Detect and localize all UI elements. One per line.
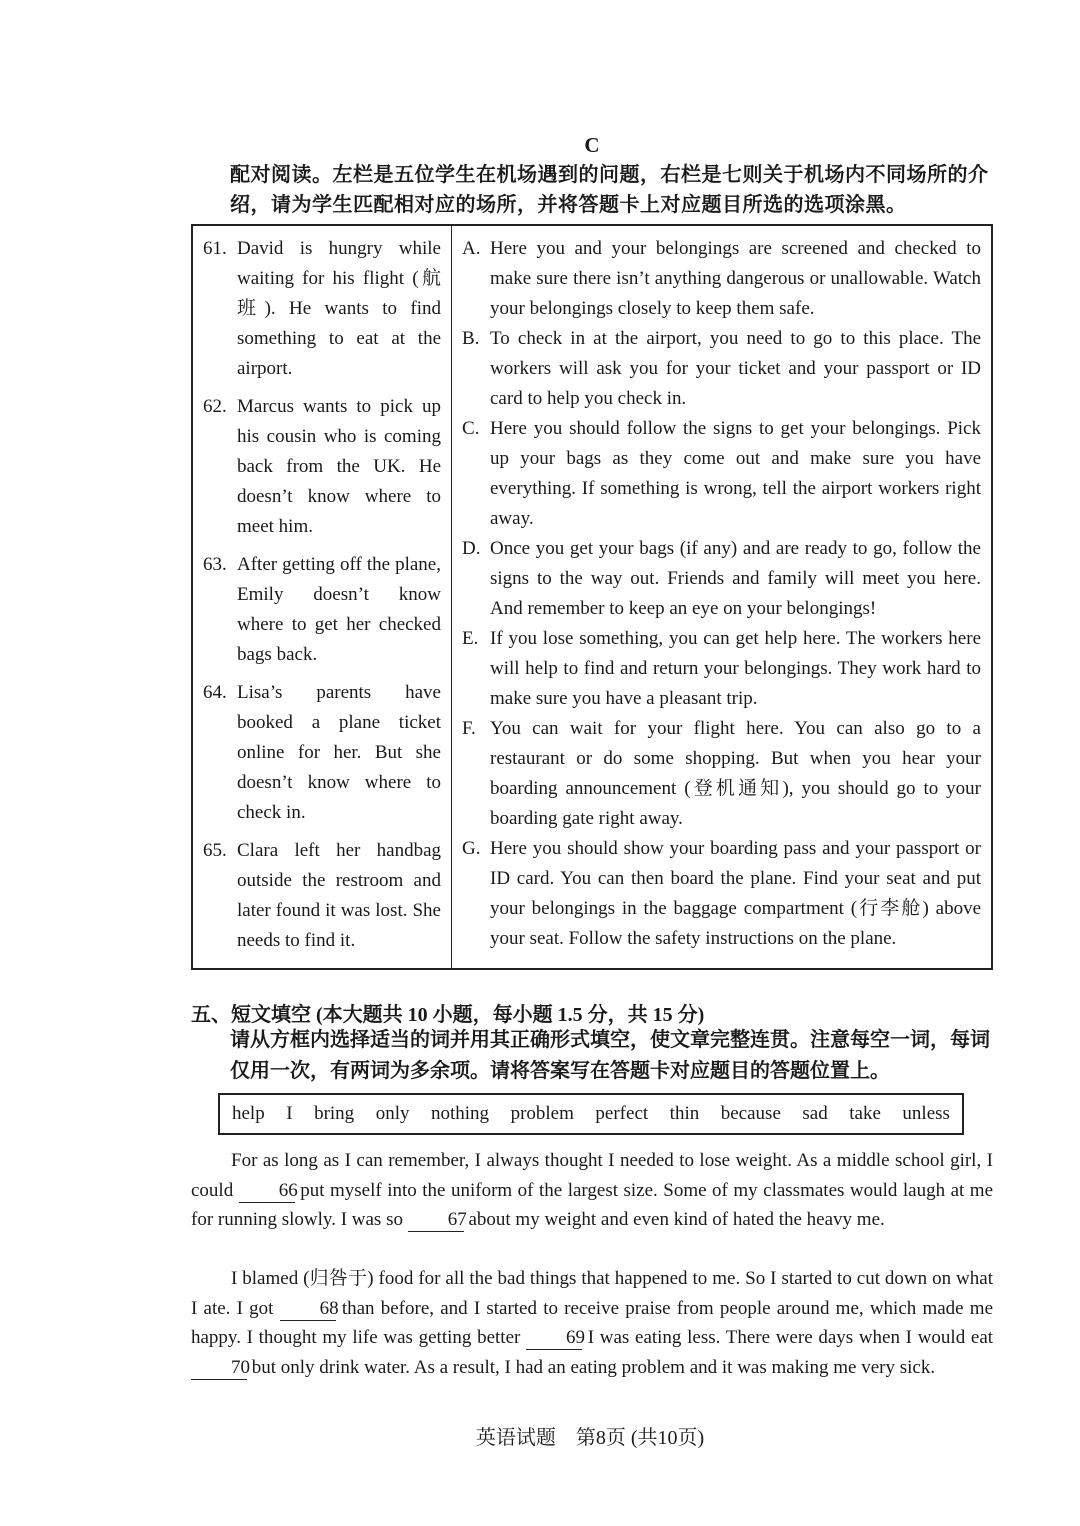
- passage-text: I blamed (归咎于) food for all the bad things that happened to me. So I started to cut down on what I ate. I got: [191, 1268, 993, 1319]
- passage-text: but only drink water. As a result, I had an eating problem and it was making me very sick.: [251, 1356, 936, 1378]
- passage-text: I was eating less. There were days when I would eat: [587, 1327, 994, 1348]
- question-item: [203, 678, 441, 828]
- word-bank-item: take: [849, 1103, 881, 1124]
- option-item: [462, 324, 981, 414]
- option-text: Here you and your belongings are screened and checked to make sure there isn’t anything dangerous or unallowable. Watch your belongings closely to keep them safe.: [490, 238, 981, 319]
- option-text: You can wait for your flight here. You can also go to a restaurant or do some shopping. But when you hear your boarding announcement (登机通知), you should go to your boarding gate right away.: [490, 718, 981, 829]
- passage-text: put myself into the uniform of the largest size. Some of my classmates would laugh at me for running slowly. I was so: [191, 1179, 994, 1230]
- passage-text: about my weight and even kind of hated the heavy me.: [468, 1209, 885, 1230]
- options-column: [452, 225, 993, 969]
- question-item: [203, 836, 441, 956]
- question-number: 61.: [203, 238, 227, 259]
- blank-70[interactable]: 70: [191, 1357, 247, 1380]
- word-bank-item: problem: [510, 1103, 574, 1124]
- option-letter: E.: [462, 628, 479, 649]
- passage-text: For as long as I can remember, I always thought I needed to lose weight. As a middle school girl, I could: [191, 1150, 993, 1201]
- word-bank-item: thin: [669, 1103, 700, 1124]
- passage-paragraph-1: [191, 1146, 993, 1235]
- matching-table: [191, 224, 993, 970]
- option-item: [462, 834, 981, 954]
- questions-column: [192, 225, 452, 969]
- option-item: [462, 624, 981, 714]
- page-footer: 英语试题 第8页 (共10页): [475, 1427, 705, 1449]
- word-bank-item: unless: [902, 1103, 950, 1124]
- question-number: 63.: [203, 554, 227, 575]
- question-number: 62.: [203, 396, 227, 417]
- blank-66[interactable]: 66: [239, 1180, 295, 1203]
- word-bank-item: I: [286, 1103, 293, 1124]
- option-letter: D.: [462, 538, 481, 559]
- option-letter: A.: [462, 238, 481, 259]
- word-bank-item: help: [232, 1103, 265, 1124]
- question-item: [203, 234, 441, 384]
- word-bank-item: nothing: [431, 1103, 490, 1124]
- passage-text: than before, and I started to receive praise from people around me, which made me happy. I thought my life was getting better: [191, 1297, 994, 1348]
- option-item: [462, 534, 981, 624]
- question-text: Marcus wants to pick up his cousin who is coming back from the UK. He doesn’t know where to meet him.: [237, 396, 441, 537]
- blank-67[interactable]: 67: [408, 1209, 464, 1232]
- question-item: [203, 392, 441, 542]
- option-letter: G.: [462, 838, 481, 859]
- option-item: [462, 714, 981, 834]
- option-text: Here you should show your boarding pass and your passport or ID card. You can then board the plane. Find your seat and put your belongings in the baggage compartment (行李舱) above your seat. Follow the safety instructions on the plane.: [490, 838, 981, 949]
- question-text: After getting off the plane, Emily doesn’t know where to get her checked bags back.: [237, 554, 441, 665]
- question-item: [203, 550, 441, 670]
- section-intro: 配对阅读。左栏是五位学生在机场遇到的问题，右栏是七则关于机场内不同场所的介绍，请为学生匹配相对应的场所，并将答题卡上对应题目所选的选项涂黑。: [230, 164, 989, 216]
- word-bank-item: bring: [314, 1103, 355, 1124]
- question-text: Lisa’s parents have booked a plane ticket online for her. But she doesn’t know where to check in.: [237, 682, 441, 823]
- question-text: Clara left her handbag outside the restroom and later found it was lost. She needs to find it.: [237, 840, 441, 951]
- word-bank: [218, 1093, 964, 1135]
- word-bank-item: only: [375, 1103, 410, 1124]
- section-letter: C: [584, 133, 600, 157]
- word-bank-item: because: [720, 1103, 781, 1124]
- blank-69[interactable]: 69: [526, 1327, 582, 1350]
- part5-title: 五、短文填空 (本大题共 10 小题，每小题 1.5 分，共 15 分): [191, 1004, 705, 1026]
- option-text: Once you get your bags (if any) and are ready to go, follow the signs to the way out. Friends and family will meet you here. And remember to keep an eye on your belongings!: [490, 538, 981, 619]
- question-number: 64.: [203, 682, 227, 703]
- question-number: 65.: [203, 840, 227, 861]
- question-text: David is hungry while waiting for his flight (航班). He wants to find something to eat at the airport.: [237, 238, 441, 379]
- option-item: [462, 234, 981, 324]
- part5-instruction: 请从方框内选择适当的词并用其正确形式填空，使文章完整连贯。注意每空一词，每词仅用一次，有两词为多余项。请将答案写在答题卡对应题目的答题位置上。: [230, 1029, 990, 1082]
- option-letter: C.: [462, 418, 480, 439]
- option-text: Here you should follow the signs to get your belongings. Pick up your bags as they come out and make sure you have everything. If something is wrong, tell the airport workers right away.: [490, 418, 981, 529]
- passage-paragraph-2: [191, 1264, 993, 1382]
- option-item: [462, 414, 981, 534]
- option-letter: F.: [462, 718, 476, 739]
- word-bank-item: perfect: [595, 1103, 649, 1124]
- blank-68[interactable]: 68: [280, 1298, 336, 1321]
- option-text: If you lose something, you can get help here. The workers here will help to find and return your belongings. They work hard to make sure you have a pleasant trip.: [490, 628, 981, 709]
- word-bank-item: sad: [802, 1103, 828, 1124]
- option-text: To check in at the airport, you need to go to this place. The workers will ask you for your ticket and your passport or ID card to help you check in.: [490, 328, 981, 409]
- option-letter: B.: [462, 328, 480, 349]
